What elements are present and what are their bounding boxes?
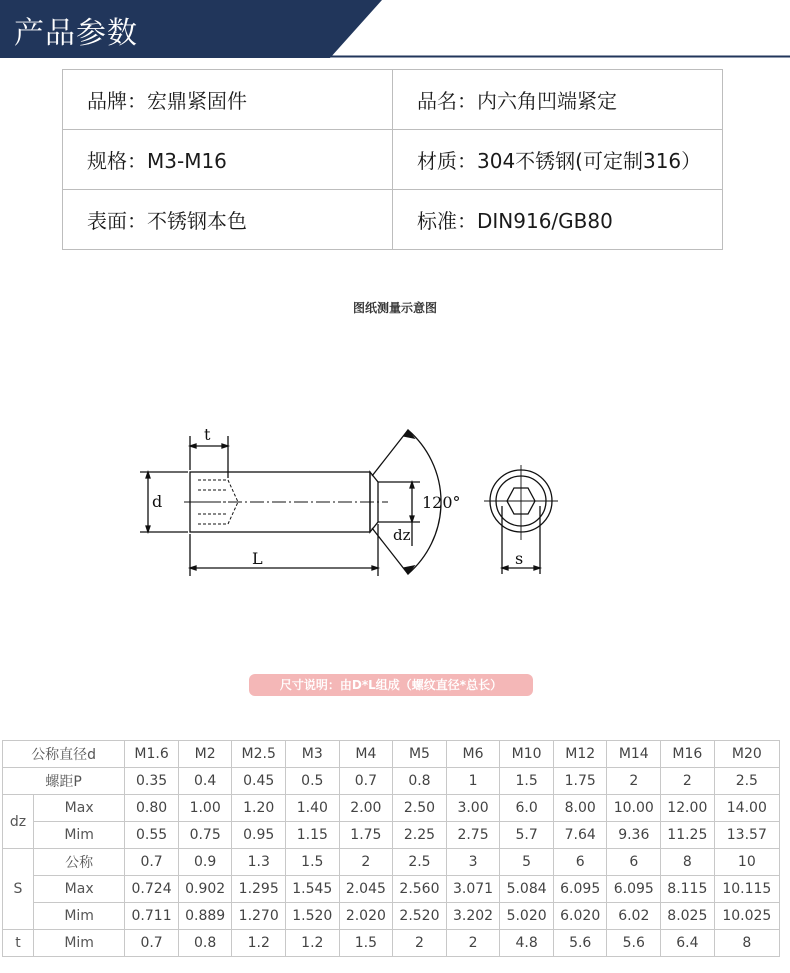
dim-cell: 1.5 xyxy=(339,930,393,957)
dim-cell: 2.00 xyxy=(339,795,393,822)
dim-cell: 2 xyxy=(393,930,447,957)
dim-cell: 2 xyxy=(446,930,500,957)
dim-cell: M1.6 xyxy=(125,741,179,768)
row-pitch xyxy=(3,768,780,795)
dim-cell: 4.8 xyxy=(500,930,554,957)
dim-cell: 6 xyxy=(553,849,607,876)
row-s-max xyxy=(3,876,780,903)
dim-cell: 2 xyxy=(607,768,661,795)
dim-cell: 1.2 xyxy=(232,930,286,957)
dim-cell: 1.20 xyxy=(232,795,286,822)
dim-cell: 0.80 xyxy=(125,795,179,822)
row-s-nom xyxy=(3,849,780,876)
dim-cell: 0.5 xyxy=(286,768,340,795)
set-screw-drawing xyxy=(0,330,790,630)
spec-row xyxy=(63,70,723,130)
dim-cell: 0.7 xyxy=(125,849,179,876)
t-min-label: Mim xyxy=(34,930,125,957)
dim-cell: M3 xyxy=(286,741,340,768)
angle-label: 120° xyxy=(422,493,461,512)
dim-cell: 5.6 xyxy=(553,930,607,957)
dim-cell: 2.520 xyxy=(393,903,447,930)
dz-max-label: Max xyxy=(34,795,125,822)
dim-cell: 0.902 xyxy=(178,876,232,903)
page-title: 产品参数 xyxy=(14,16,138,51)
spec-product-name: 品名：内六角凹端紧定 xyxy=(393,70,723,130)
row-s-min xyxy=(3,903,780,930)
dim-cell: M2.5 xyxy=(232,741,286,768)
dim-cell: 1.75 xyxy=(339,822,393,849)
dim-cell: 0.4 xyxy=(178,768,232,795)
dim-cell: 10 xyxy=(714,849,779,876)
dim-cell: 0.95 xyxy=(232,822,286,849)
s-max-label: Max xyxy=(34,876,125,903)
dim-cell: 12.00 xyxy=(661,795,715,822)
dim-cell: 1.3 xyxy=(232,849,286,876)
s-label-cell: S xyxy=(3,849,34,930)
dim-cell: 2.5 xyxy=(714,768,779,795)
dim-cell: 0.45 xyxy=(232,768,286,795)
dim-cell: M6 xyxy=(446,741,500,768)
s-min-label: Mim xyxy=(34,903,125,930)
dim-cell: 0.75 xyxy=(178,822,232,849)
dim-cell: 0.55 xyxy=(125,822,179,849)
dim-cell: 6.02 xyxy=(607,903,661,930)
t-label-cell: t xyxy=(3,930,34,957)
dim-cell: 5.6 xyxy=(607,930,661,957)
dim-cell: 1.270 xyxy=(232,903,286,930)
d-label: d xyxy=(152,492,163,511)
dim-cell: 3.00 xyxy=(446,795,500,822)
dim-cell: 0.8 xyxy=(178,930,232,957)
dim-cell: 5.084 xyxy=(500,876,554,903)
dim-cell: 2.5 xyxy=(393,849,447,876)
screw-end-view xyxy=(484,465,558,540)
dim-cell: 8.00 xyxy=(553,795,607,822)
s-label: s xyxy=(515,549,524,568)
row-dz-max xyxy=(3,795,780,822)
dim-cell: 6.020 xyxy=(553,903,607,930)
spec-row xyxy=(63,130,723,190)
dim-cell: 2.25 xyxy=(393,822,447,849)
dz-label-cell: dz xyxy=(3,795,34,849)
dim-cell: 10.025 xyxy=(714,903,779,930)
dim-cell: 6 xyxy=(607,849,661,876)
dim-cell: 8 xyxy=(661,849,715,876)
row-size xyxy=(3,741,780,768)
row-dz-min xyxy=(3,822,780,849)
dim-cell: 8.025 xyxy=(661,903,715,930)
s-nom-label: 公称 xyxy=(34,849,125,876)
header-banner xyxy=(0,0,790,58)
spec-size: 规格：M3-M16 xyxy=(63,130,393,190)
dim-cell: M16 xyxy=(661,741,715,768)
dim-cell: M4 xyxy=(339,741,393,768)
dim-cell: 2.50 xyxy=(393,795,447,822)
dim-cell: M14 xyxy=(607,741,661,768)
pitch-label: 螺距P xyxy=(3,768,125,795)
dim-cell: 1.2 xyxy=(286,930,340,957)
dim-cell: 2.020 xyxy=(339,903,393,930)
dim-cell: 0.711 xyxy=(125,903,179,930)
dim-cell: 0.7 xyxy=(339,768,393,795)
dim-cell: 1 xyxy=(446,768,500,795)
dim-cell: 8 xyxy=(714,930,779,957)
dim-cell: 3.202 xyxy=(446,903,500,930)
dim-cell: 6.4 xyxy=(661,930,715,957)
dim-cell: 2.045 xyxy=(339,876,393,903)
t-label: t xyxy=(204,425,211,444)
dim-cell: 0.8 xyxy=(393,768,447,795)
dim-cell: M2 xyxy=(178,741,232,768)
dim-cell: 0.889 xyxy=(178,903,232,930)
dim-cell: 10.115 xyxy=(714,876,779,903)
L-label: L xyxy=(252,549,263,568)
dim-cell: 14.00 xyxy=(714,795,779,822)
size-note: 尺寸说明：由D*L组成（螺纹直径*总长） xyxy=(249,674,533,696)
dim-cell: 5.020 xyxy=(500,903,554,930)
dim-cell: 1.75 xyxy=(553,768,607,795)
dim-cell: 2 xyxy=(339,849,393,876)
dim-cell: 3 xyxy=(446,849,500,876)
spec-surface: 表面：不锈钢本色 xyxy=(63,190,393,250)
dz-label: dz xyxy=(393,526,411,544)
dim-cell: M10 xyxy=(500,741,554,768)
dim-cell: 2.75 xyxy=(446,822,500,849)
dim-cell: 8.115 xyxy=(661,876,715,903)
dim-cell: 3.071 xyxy=(446,876,500,903)
dim-cell: 0.7 xyxy=(125,930,179,957)
spec-material: 材质：304不锈钢(可定制316） xyxy=(393,130,723,190)
spec-standard: 标准：DIN916/GB80 xyxy=(393,190,723,250)
dim-cell: 1.00 xyxy=(178,795,232,822)
dim-cell: 10.00 xyxy=(607,795,661,822)
dim-cell: M12 xyxy=(553,741,607,768)
dim-cell: M5 xyxy=(393,741,447,768)
dim-cell: 6.095 xyxy=(607,876,661,903)
dim-cell: 1.5 xyxy=(286,849,340,876)
dim-cell: 1.5 xyxy=(500,768,554,795)
dim-cell: 6.0 xyxy=(500,795,554,822)
dim-cell: 5.7 xyxy=(500,822,554,849)
dim-cell: 1.520 xyxy=(286,903,340,930)
dim-cell: 5 xyxy=(500,849,554,876)
dim-cell: 1.295 xyxy=(232,876,286,903)
dim-cell: 0.9 xyxy=(178,849,232,876)
spec-brand: 品牌：宏鼎紧固件 xyxy=(63,70,393,130)
dim-cell: 0.35 xyxy=(125,768,179,795)
dimension-table xyxy=(2,740,780,957)
row-t-min xyxy=(3,930,780,957)
dim-cell: 1.545 xyxy=(286,876,340,903)
dim-cell: 2.560 xyxy=(393,876,447,903)
dim-cell: 13.57 xyxy=(714,822,779,849)
head-label: 公称直径d xyxy=(3,741,125,768)
dim-cell: 9.36 xyxy=(607,822,661,849)
dim-cell: 6.095 xyxy=(553,876,607,903)
dim-cell: 7.64 xyxy=(553,822,607,849)
spec-table xyxy=(62,69,723,250)
dim-cell: 1.40 xyxy=(286,795,340,822)
dim-cell: 2 xyxy=(661,768,715,795)
dim-cell: 11.25 xyxy=(661,822,715,849)
dim-cell: 0.724 xyxy=(125,876,179,903)
dz-min-label: Mim xyxy=(34,822,125,849)
diagram-caption: 图纸测量示意图 xyxy=(352,301,437,315)
dim-cell: 1.15 xyxy=(286,822,340,849)
spec-row xyxy=(63,190,723,250)
dim-cell: M20 xyxy=(714,741,779,768)
